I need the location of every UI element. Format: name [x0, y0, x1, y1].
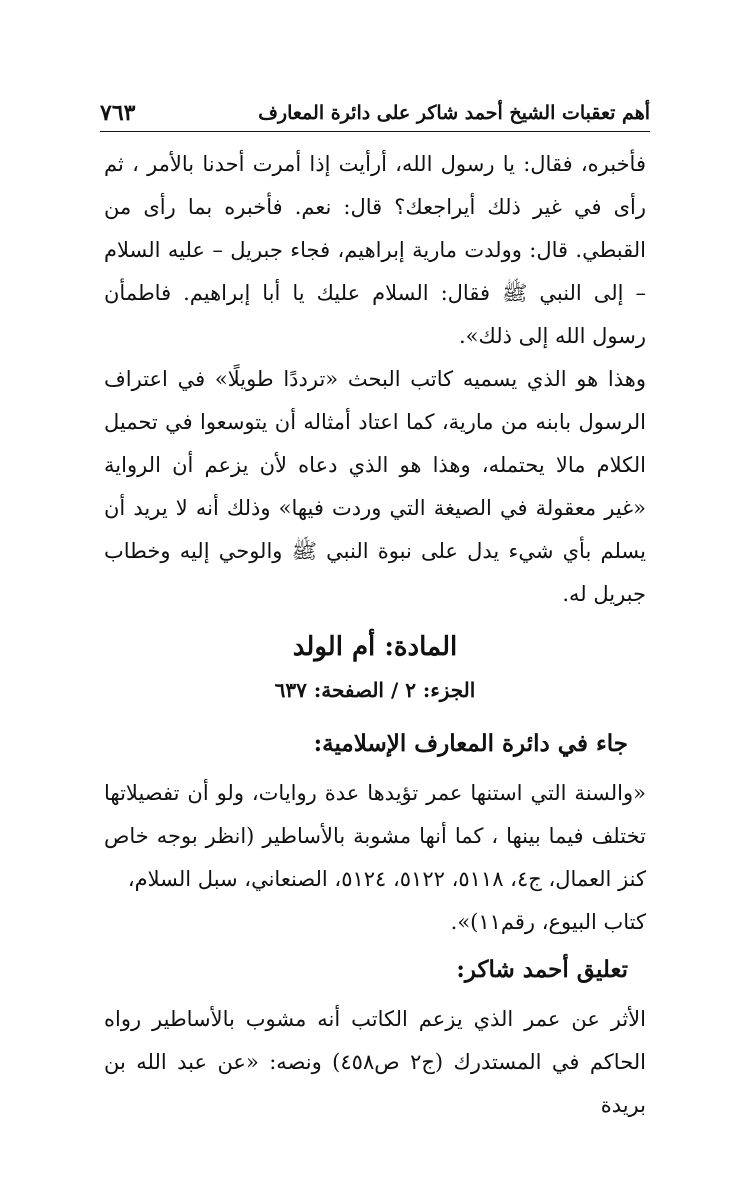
- page-body: [104, 143, 646, 1127]
- encyclopedia-quote: «والسنة التي استنها عمر تؤيدها عدة روايات، ولو أن تفصيلاتها تختلف فيما بينها ، كما أنها مشوبة بالأساطير (انظر بوجه خاص كنز العمال، ج٤، ٥١١٨، ٥١٢٢، ٥١٢٤، الصنعاني، سبل السلام،: [104, 781, 646, 891]
- paragraph-comment: الأثر عن عمر الذي يزعم الكاتب أنه مشوب بالأساطير رواه الحاكم في المستدرك (ج٢ ص٤٥٨) ونصه: «عن عبد الله بن بريدة: [104, 1007, 646, 1117]
- material-title: المادة: أم الولد: [292, 632, 458, 662]
- paragraph-hadith: فأخبره، فقال: يا رسول الله، أرأيت إذا أمرت أحدنا بالأمر ، ثم رأى في غير ذلك أيراجعك؟ قال: نعم. فأخبره بما رأى من القبطي. قال: وولدت مارية إبراهيم، فجاء جبريل – عليه السلام – إلى النبي ﷺ فقال: السلام عليك يا أبا إبراهيم. فاطمأن رسول الله إلى ذلك».: [104, 152, 646, 348]
- encyclopedia-quote-end: كتاب البيوع، رقم١١)».: [450, 910, 646, 934]
- paragraph-commentary: وهذا هو الذي يسميه كاتب البحث «ترددًا طويلًا» في اعتراف الرسول بابنه من مارية، كما اعتاد أمثاله أن يتوسعوا في تحميل الكلام مالا يحتمله، وهذا هو الذي دعاه لأن يزعم أن الرواية «غير معقولة في الصيغة التي وردت فيها» وذلك أنه لا يريد أن يسلم بأي شيء يدل على نبوة النبي ﷺ والوحي إليه وخطاب جبريل له.: [104, 367, 646, 606]
- section-heading-encyclopedia: جاء في دائرة المعارف الإسلامية:: [313, 730, 628, 757]
- page-header: [100, 95, 650, 132]
- material-reference: الجزء: ٢ / الصفحة: ٦٣٧: [274, 678, 476, 702]
- section-heading-comment: تعليق أحمد شاكر:: [456, 956, 628, 983]
- page-number: ٧٦٣: [100, 100, 136, 126]
- running-title: أهم تعقبات الشيخ أحمد شاكر على دائرة المعارف: [258, 102, 650, 124]
